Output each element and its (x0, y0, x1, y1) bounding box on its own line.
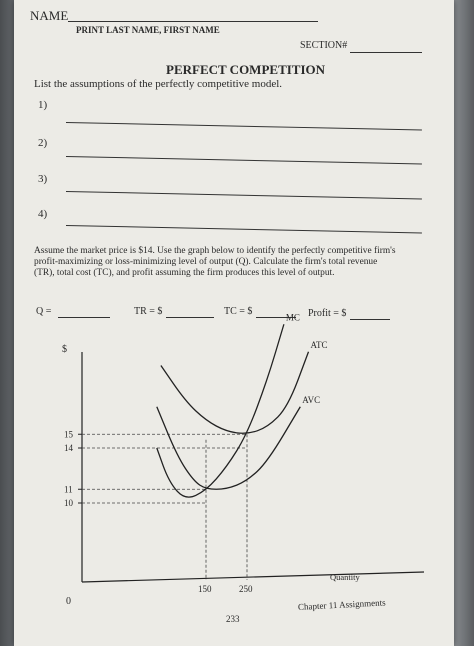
curve-label-mc: MC (285, 312, 300, 323)
curve-label-atc: ATC (310, 339, 328, 350)
y-tick-label-15: 15 (64, 429, 73, 440)
x-tick-label-150: 150 (198, 584, 212, 594)
question-line-1: Assume the market price is $14. Use the graph below to identify the perfectly competitive firm's (34, 246, 396, 256)
page-title: PERFECT COMPETITION (166, 62, 326, 77)
assumption-label-3: 3) (38, 173, 48, 185)
x-axis-label: Quantity (330, 572, 360, 582)
x-axis (82, 572, 424, 582)
question-line-2: profit-maximizing or loss-minimizing level of output (Q). Calculate the firm's total revenue (34, 257, 378, 267)
y-tick-label-11: 11 (64, 484, 73, 495)
origin-label: 0 (66, 596, 71, 607)
print-name-hint: PRINT LAST NAME, FIRST NAME (76, 25, 220, 35)
x-tick-label-250: 250 (239, 584, 253, 594)
background-right (454, 0, 474, 646)
tc-label: TC = $ (224, 306, 253, 317)
cost-curves-chart (14, 0, 454, 646)
curve-atc (161, 352, 309, 434)
assumptions-prompt: List the assumptions of the perfectly competitive model. (34, 78, 283, 90)
curve-label-avc: AVC (302, 394, 321, 405)
question-line-3: (TR), total cost (TC), and profit assuming the firm produces this level of output. (34, 268, 335, 278)
worksheet-page (14, 0, 454, 646)
name-label: NAME (30, 8, 69, 23)
section-label: SECTION# (300, 40, 348, 51)
y-tick-label-14: 14 (64, 443, 73, 453)
y-tick-label-10: 10 (64, 498, 73, 508)
assumption-label-4: 4) (38, 208, 48, 220)
curve-mc (157, 324, 284, 497)
chapter-footer: Chapter 11 Assignments (297, 597, 386, 612)
assumption-label-2: 2) (38, 137, 48, 149)
tr-label: TR = $ (134, 306, 163, 317)
page-number: 233 (226, 614, 240, 624)
assumption-label-1: 1) (38, 99, 48, 111)
q-label: Q = (36, 306, 52, 317)
y-axis-label: $ (62, 344, 67, 355)
profit-label: Profit = $ (308, 308, 347, 319)
